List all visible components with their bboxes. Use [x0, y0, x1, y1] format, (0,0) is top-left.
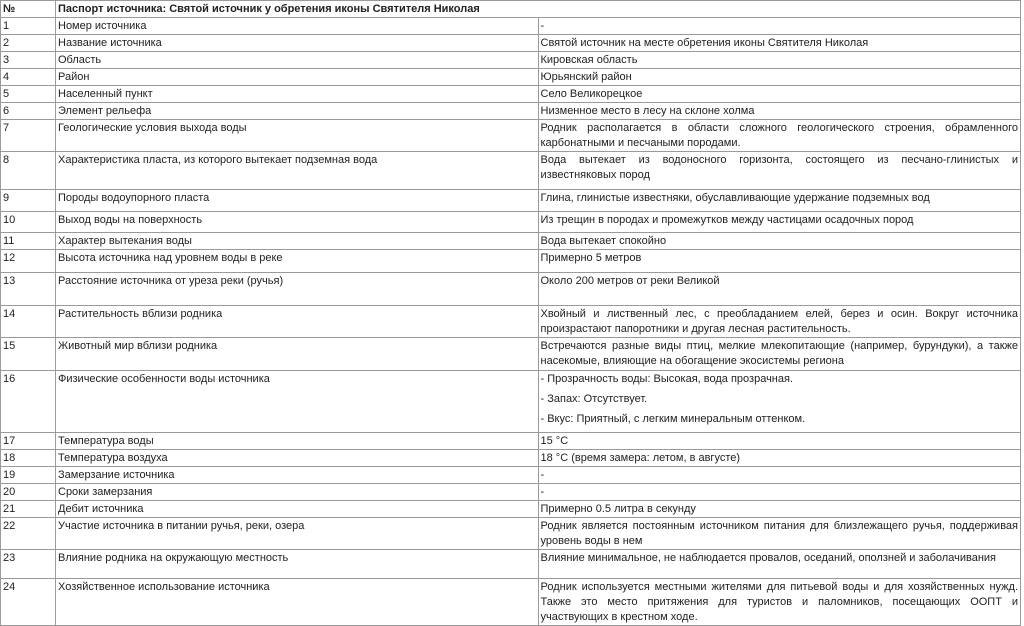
table-row — [1, 518, 1021, 550]
table-row — [1, 371, 1021, 433]
table-row — [1, 190, 1021, 212]
parameter-name: Характеристика пласта, из которого вытекает подземная вода — [56, 152, 539, 190]
value-text: Святой источник на месте обретения иконы Святителя Николая — [540, 37, 869, 49]
value-text: - — [540, 486, 545, 498]
row-number: 21 — [1, 501, 56, 518]
parameter-name: Название источника — [56, 35, 539, 52]
value-text: - Вкус: Приятный, с легким минеральным оттенком. — [540, 413, 806, 425]
value-text: Хвойный и лиственный лес, с преобладанием елей, берез и осин. Вокруг источника произрастают папоротники и другая лесная растительность. — [540, 308, 1018, 335]
row-number: 7 — [1, 120, 56, 152]
table-row — [1, 579, 1021, 626]
row-number: 12 — [1, 250, 56, 273]
parameter-value — [538, 120, 1021, 152]
parameter-value — [538, 550, 1021, 579]
parameter-value — [538, 371, 1021, 433]
parameter-name: Породы водоупорного пласта — [56, 190, 539, 212]
row-number: 13 — [1, 273, 56, 306]
row-number: 2 — [1, 35, 56, 52]
value-text: - Запах: Отсутствует. — [540, 393, 648, 405]
value-text: Село Великорецкое — [540, 88, 643, 100]
parameter-value — [538, 433, 1021, 450]
parameter-value — [538, 450, 1021, 467]
row-number: 1 — [1, 18, 56, 35]
value-text: Вода вытекает из водоносного горизонта, состоящего из песчано-глинистых и известняковых пород — [540, 154, 1018, 181]
row-number: 11 — [1, 233, 56, 250]
row-number: 17 — [1, 433, 56, 450]
value-text: Вода вытекает спокойно — [540, 235, 667, 247]
value-text: Примерно 0.5 литра в секунду — [540, 503, 696, 515]
table-row — [1, 450, 1021, 467]
value-text: - — [540, 469, 545, 481]
table-row — [1, 86, 1021, 103]
parameter-value — [538, 467, 1021, 484]
parameter-value — [538, 35, 1021, 52]
table-row — [1, 152, 1021, 190]
row-number: 10 — [1, 212, 56, 233]
value-text: Юрьянский район — [540, 71, 632, 83]
row-number: 5 — [1, 86, 56, 103]
value-text: Низменное место в лесу на склоне холма — [540, 105, 755, 117]
value-text: Влияние минимальное, не наблюдается провалов, оседаний, оползней и заболачивания — [540, 552, 996, 564]
row-number: 4 — [1, 69, 56, 86]
row-number: 19 — [1, 467, 56, 484]
table-row — [1, 69, 1021, 86]
parameter-value — [538, 212, 1021, 233]
table-row — [1, 273, 1021, 306]
row-number: 6 — [1, 103, 56, 120]
parameter-name: Характер вытекания воды — [56, 233, 539, 250]
value-text: Глина, глинистые известняки, обуславливающие удержание подземных вод — [540, 192, 930, 204]
value-text: Около 200 метров от реки Великой — [540, 275, 720, 287]
parameter-name: Физические особенности воды источника — [56, 371, 539, 433]
parameter-name: Выход воды на поверхность — [56, 212, 539, 233]
parameter-value — [538, 579, 1021, 626]
table-row — [1, 120, 1021, 152]
parameter-name: Геологические условия выхода воды — [56, 120, 539, 152]
table-row — [1, 433, 1021, 450]
table-row — [1, 250, 1021, 273]
parameter-value — [538, 338, 1021, 371]
parameter-value — [538, 18, 1021, 35]
value-text: - Прозрачность воды: Высокая, вода прозрачная. — [540, 373, 794, 385]
parameter-name: Номер источника — [56, 18, 539, 35]
table-row — [1, 550, 1021, 579]
parameter-name: Расстояние источника от уреза реки (ручья) — [56, 273, 539, 306]
parameter-value — [538, 103, 1021, 120]
parameter-name: Населенный пункт — [56, 86, 539, 103]
row-number: 22 — [1, 518, 56, 550]
row-number: 20 — [1, 484, 56, 501]
row-number: 16 — [1, 371, 56, 433]
parameter-name: Животный мир вблизи родника — [56, 338, 539, 371]
row-number: 14 — [1, 306, 56, 338]
value-text: - — [540, 20, 545, 32]
table-row — [1, 103, 1021, 120]
row-number: 23 — [1, 550, 56, 579]
value-text: Родник располагается в области сложного геологического строения, обрамленного карбонатными и песчаными породами. — [540, 122, 1018, 149]
table-row — [1, 484, 1021, 501]
parameter-name: Участие источника в питании ручья, реки, озера — [56, 518, 539, 550]
header-title: Паспорт источника: Святой источник у обретения иконы Святителя Николая — [56, 1, 1021, 18]
value-text: Кировская область — [540, 54, 638, 66]
parameter-name: Температура воды — [56, 433, 539, 450]
table-row — [1, 467, 1021, 484]
row-number: 24 — [1, 579, 56, 626]
parameter-value — [538, 484, 1021, 501]
parameter-value — [538, 152, 1021, 190]
value-text: Из трещин в породах и промежутков между частицами осадочных пород — [540, 214, 914, 226]
parameter-value — [538, 86, 1021, 103]
parameter-name: Хозяйственное использование источника — [56, 579, 539, 626]
value-text: 15 °C — [540, 435, 569, 447]
row-number: 18 — [1, 450, 56, 467]
table-row — [1, 35, 1021, 52]
parameter-name: Район — [56, 69, 539, 86]
value-text: Родник используется местными жителями для питьевой воды и для хозяйственных нужд. Также это место притяжения для туристов и паломников, посещающих ООПТ и участвующих в крестном ходе. — [540, 581, 1018, 623]
parameter-value — [538, 306, 1021, 338]
parameter-value — [538, 190, 1021, 212]
row-number: 3 — [1, 52, 56, 69]
parameter-value — [538, 250, 1021, 273]
row-number: 15 — [1, 338, 56, 371]
value-text: Встречаются разные виды птиц, мелкие млекопитающие (например, бурундуки), а также насекомые, влияющие на обогащение экосистемы региона — [540, 340, 1018, 367]
parameter-value — [538, 273, 1021, 306]
table-row — [1, 338, 1021, 371]
value-text: Примерно 5 метров — [540, 252, 642, 264]
parameter-name: Влияние родника на окружающую местность — [56, 550, 539, 579]
parameter-name: Растительность вблизи родника — [56, 306, 539, 338]
table-row — [1, 306, 1021, 338]
parameter-name: Элемент рельефа — [56, 103, 539, 120]
row-number: 8 — [1, 152, 56, 190]
parameter-name: Область — [56, 52, 539, 69]
row-number: 9 — [1, 190, 56, 212]
parameter-value — [538, 233, 1021, 250]
parameter-name: Температура воздуха — [56, 450, 539, 467]
parameter-name: Сроки замерзания — [56, 484, 539, 501]
parameter-name: Высота источника над уровнем воды в реке — [56, 250, 539, 273]
value-text: Родник является постоянным источником питания для близлежащего ручья, поддерживая уровень воды в нем — [540, 520, 1018, 547]
parameter-value — [538, 69, 1021, 86]
table-row — [1, 18, 1021, 35]
table-row — [1, 233, 1021, 250]
parameter-name: Дебит источника — [56, 501, 539, 518]
parameter-value — [538, 52, 1021, 69]
parameter-value — [538, 518, 1021, 550]
table-row — [1, 212, 1021, 233]
table-header-row — [1, 1, 1021, 18]
parameter-name: Замерзание источника — [56, 467, 539, 484]
header-number: № — [1, 1, 56, 18]
table-row — [1, 501, 1021, 518]
table-row — [1, 52, 1021, 69]
value-text: 18 °C (время замера: летом, в августе) — [540, 452, 741, 464]
parameter-value — [538, 501, 1021, 518]
